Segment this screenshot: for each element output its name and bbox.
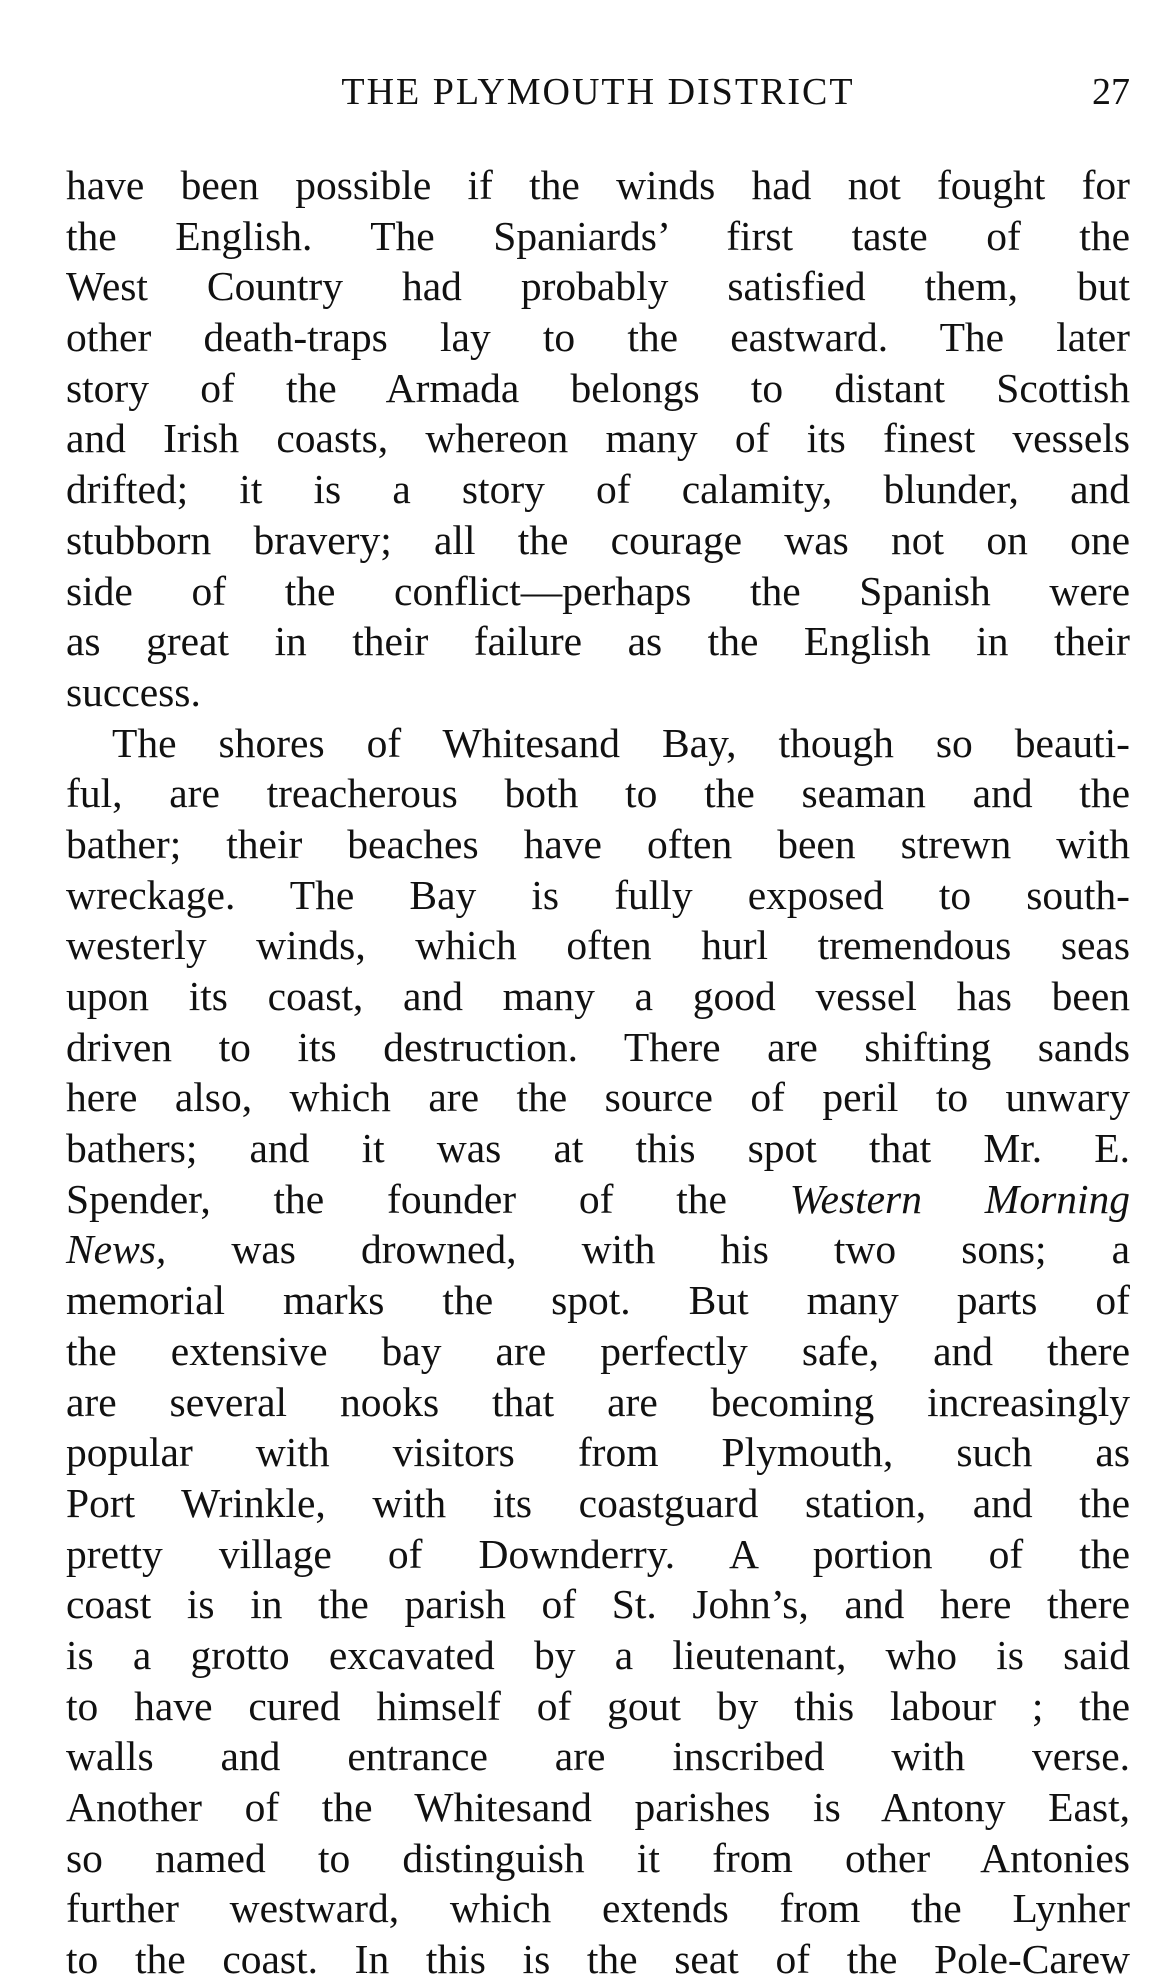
text-line: other death-traps lay to the eastward. The later [66, 314, 1130, 361]
text-line: stubborn bravery; all the courage was not on one [66, 516, 1130, 563]
text-line: bather; their beaches have often been strewn with [66, 820, 1130, 867]
text-line: success. [66, 668, 201, 715]
text-line: have been possible if the winds had not fought for [66, 162, 1130, 208]
text-line: coast is in the parish of St. John’s, and here there [66, 1581, 1130, 1628]
text-line: is a grotto excavated by a lieutenant, who is said [66, 1631, 1130, 1678]
text-line: story of the Armada belongs to distant Scottish [66, 364, 1130, 411]
text-line: Port Wrinkle, with its coastguard station, and the [66, 1479, 1130, 1526]
paragraph-armada [66, 160, 1130, 718]
text-line: driven to its destruction. There are shifting sands [66, 1023, 1130, 1070]
paragraph-whitesand-bay [66, 718, 1130, 1985]
running-title: THE PLYMOUTH DISTRICT [341, 71, 855, 113]
text-line: the extensive bay are perfectly safe, and there [66, 1327, 1130, 1374]
newspaper-title: News, [66, 1226, 167, 1273]
text-line: drifted; it is a story of calamity, blunder, and [66, 466, 1130, 513]
text-line [66, 1224, 1130, 1275]
text-line: to the coast. In this is the seat of the Pole-Carew [66, 1936, 1130, 1983]
text-line: westerly winds, which often hurl tremendous seas [66, 922, 1130, 969]
text-line: popular with visitors from Plymouth, such as [66, 1429, 1130, 1476]
text-fragment: Spender, the founder of the [66, 1175, 790, 1222]
text-line: and Irish coasts, whereon many of its finest vessels [66, 415, 1130, 462]
text-line: The shores of Whitesand Bay, though so beauti- [112, 719, 1130, 766]
text-line: the English. The Spaniards’ first taste of the [66, 212, 1130, 259]
body-text [66, 160, 1130, 1985]
text-line: memorial marks the spot. But many parts of [66, 1277, 1130, 1324]
text-line: bathers; and it was at this spot that Mr. E. [66, 1125, 1130, 1172]
text-line: West Country had probably satisfied them, but [66, 263, 1130, 310]
text-line: are several nooks that are becoming increasingly [66, 1378, 1130, 1425]
text-line: upon its coast, and many a good vessel has been [66, 973, 1130, 1019]
text-line: as great in their failure as the English in their [66, 618, 1130, 665]
text-line [66, 1174, 1130, 1225]
text-line: pretty village of Downderry. A portion of the [66, 1530, 1130, 1577]
text-line: ful, are treacherous both to the seaman and the [66, 770, 1130, 817]
newspaper-title: Western Morning [789, 1175, 1131, 1222]
text-line: here also, which are the source of peril to unwary [66, 1074, 1130, 1121]
text-fragment: was drowned, with his two sons; a [166, 1226, 1130, 1273]
page-number: 27 [1092, 71, 1130, 113]
text-line: side of the conflict—perhaps the Spanish were [66, 567, 1130, 614]
text-line: wreckage. The Bay is fully exposed to south- [66, 871, 1130, 918]
page-header [66, 62, 1130, 122]
text-line: to have cured himself of gout by this labour ; the [66, 1682, 1130, 1729]
text-line: so named to distinguish it from other Antonies [66, 1834, 1130, 1881]
text-line: further westward, which extends from the Lynher [66, 1885, 1130, 1932]
text-line: walls and entrance are inscribed with verse. [66, 1733, 1130, 1780]
text-line: Another of the Whitesand parishes is Antony East, [66, 1784, 1130, 1830]
